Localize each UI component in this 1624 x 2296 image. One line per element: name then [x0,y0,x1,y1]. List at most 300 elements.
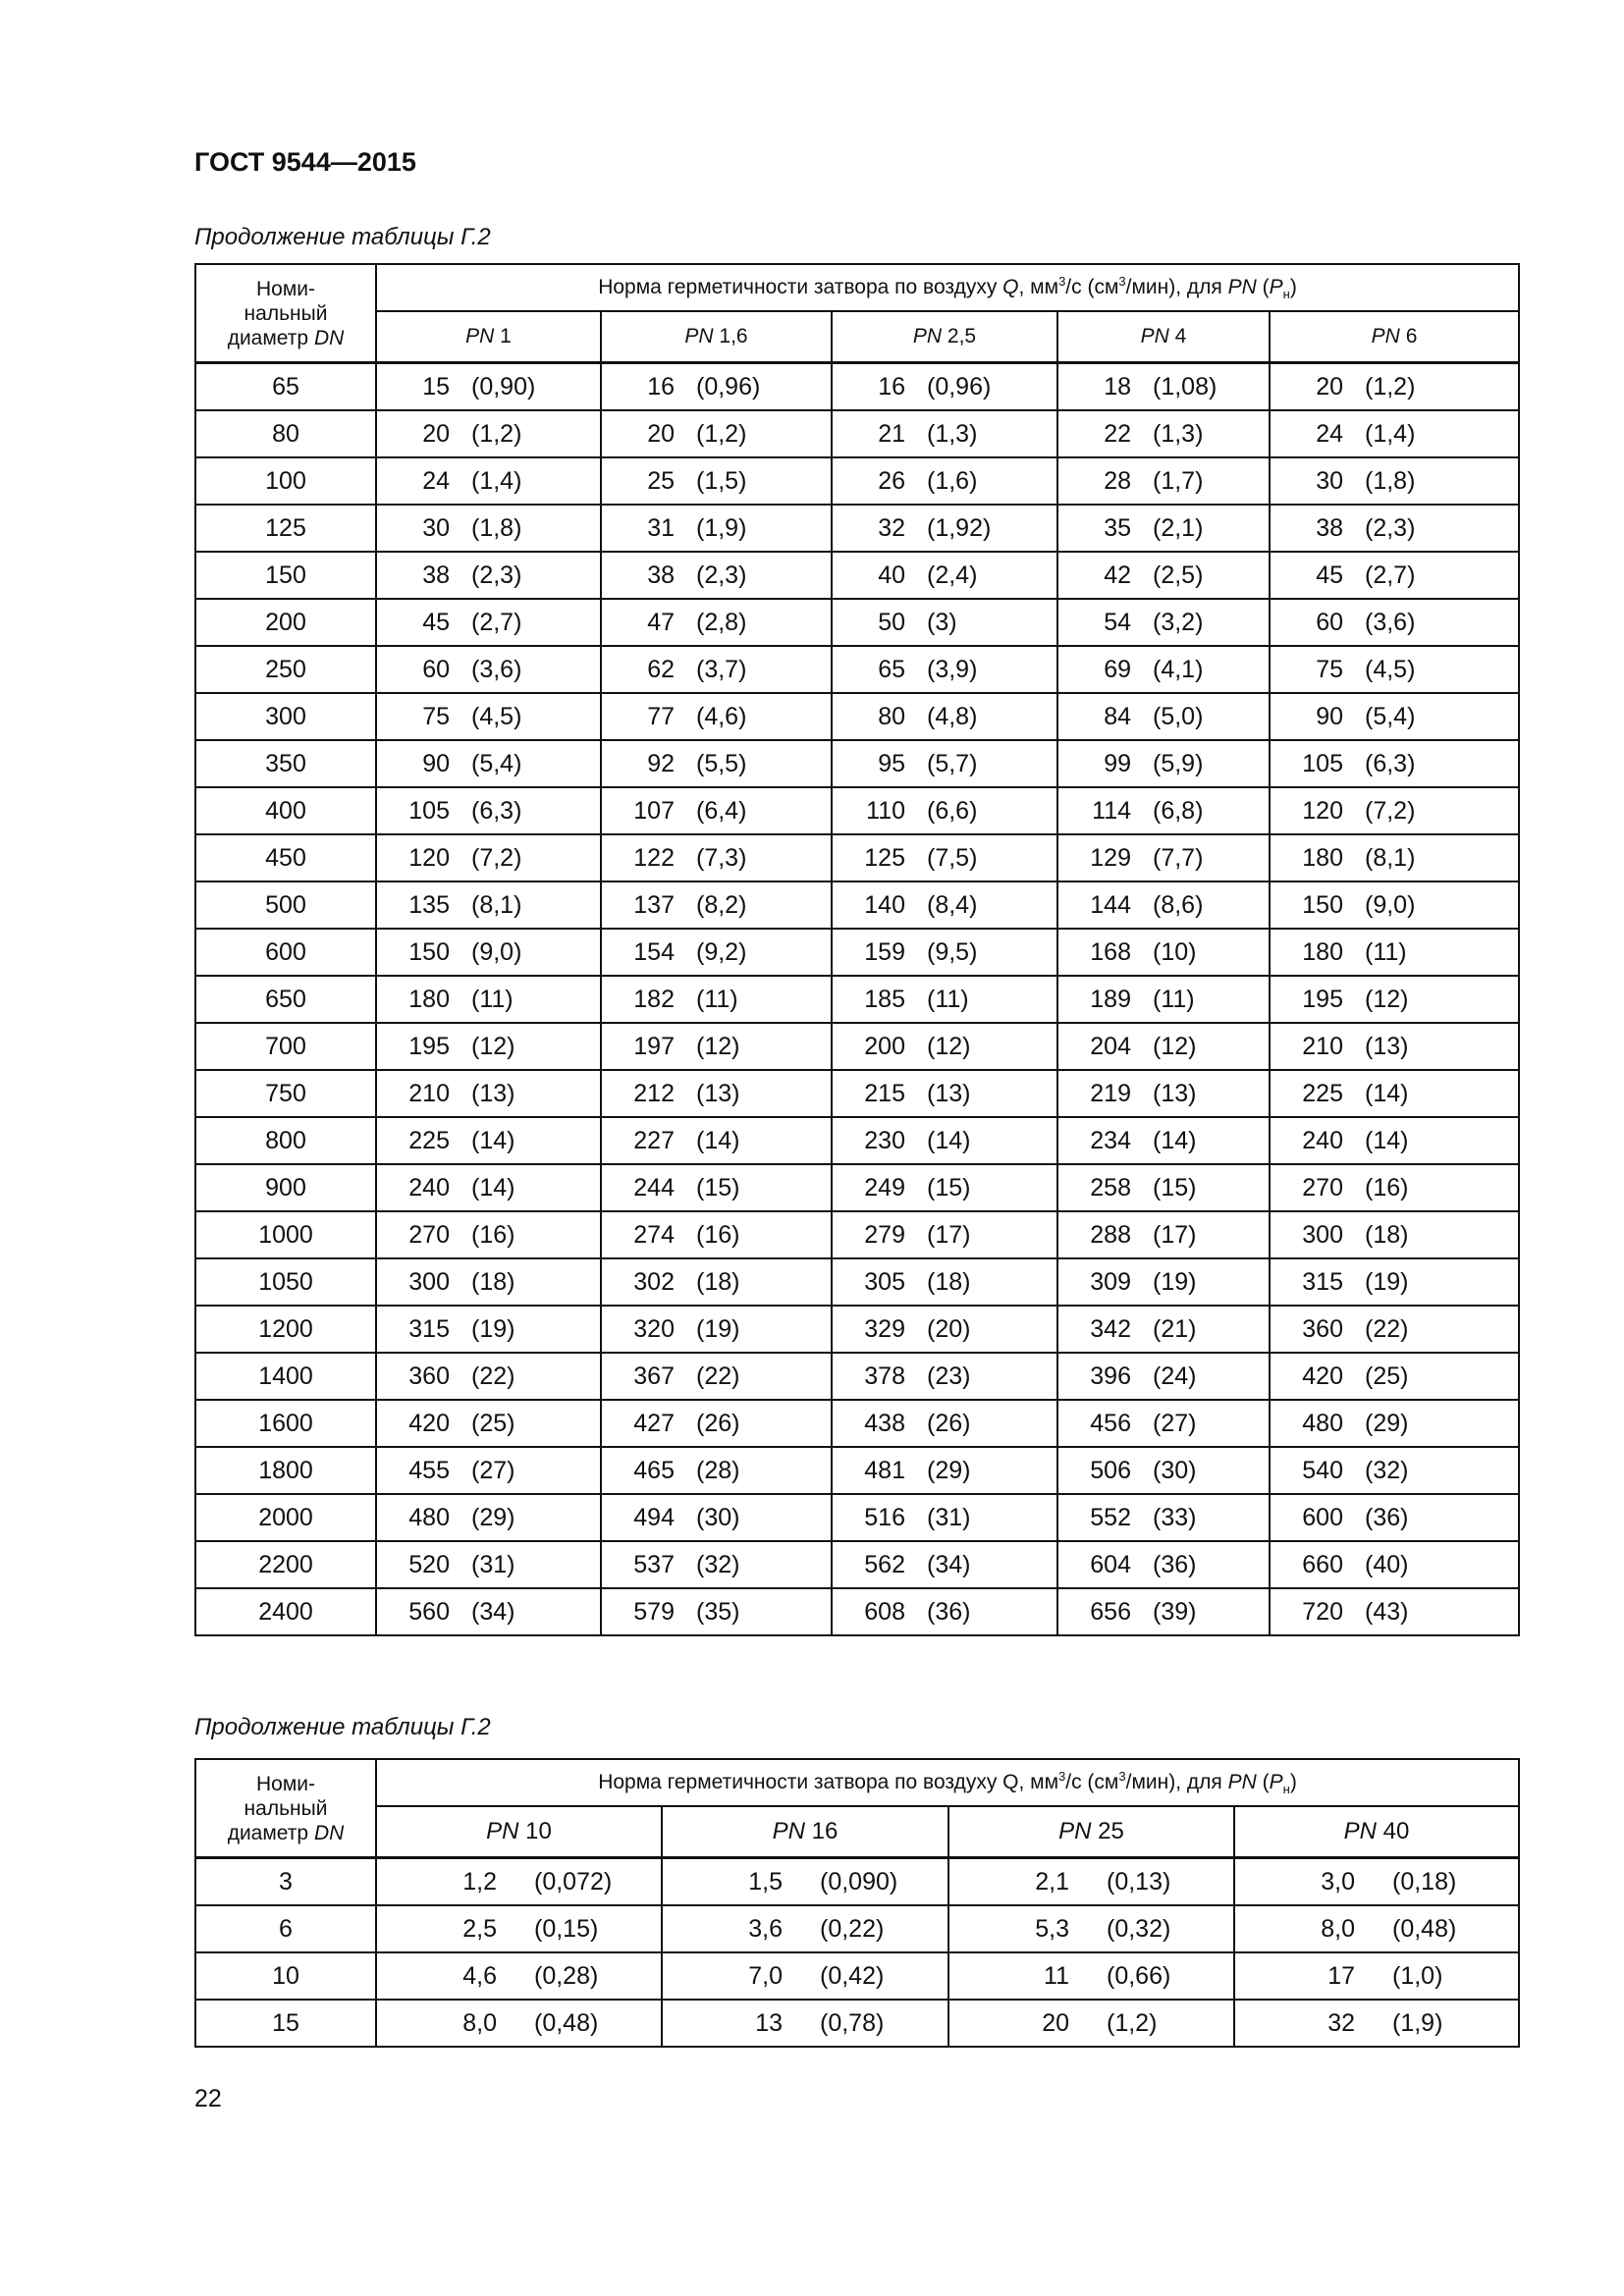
leakage-cell [376,1400,601,1447]
leakage-mm3s: 31 [647,513,675,542]
dn-cell: 900 [195,1164,376,1211]
leakage-mm3s: 180 [408,985,450,1013]
leakage-mm3s: 225 [1302,1079,1343,1107]
leakage-mm3s: 137 [633,890,675,919]
leakage-mm3s: 225 [408,1126,450,1154]
leakage-cell [832,552,1057,599]
leakage-cell [376,740,601,787]
leakage-cell [601,1117,832,1164]
leakage-cm3min: (9,2) [696,937,747,966]
leakage-cm3min: (14) [696,1126,740,1154]
leakage-mm3s: 182 [633,985,675,1013]
leakage-mm3s: 120 [408,843,450,872]
leakage-cell [1057,1306,1270,1353]
leakage-cell [832,1447,1057,1494]
leakage-cell [1057,976,1270,1023]
leakage-mm3s: 15 [422,372,450,400]
table-row [195,929,1519,976]
leakage-cell [1270,976,1519,1023]
leakage-mm3s: 77 [647,702,675,730]
dn-cell: 1600 [195,1400,376,1447]
leakage-cm3min: (28) [696,1456,740,1484]
table2 [194,1758,1520,2048]
leakage-cm3min: (14) [1365,1079,1409,1107]
leakage-mm3s: 244 [633,1173,675,1201]
leakage-cell [376,1858,662,1906]
leakage-cell [1234,1905,1519,1952]
leakage-cm3min: (30) [696,1503,740,1531]
leakage-cm3min: (4,8) [927,702,978,730]
leakage-cell [1057,646,1270,693]
dn-cell: 500 [195,881,376,929]
leakage-cell [1057,552,1270,599]
leakage-mm3s: 230 [864,1126,905,1154]
leakage-mm3s: 608 [864,1597,905,1626]
leakage-cm3min: (31) [927,1503,971,1531]
leakage-mm3s: 274 [633,1220,675,1249]
leakage-mm3s: 60 [422,655,450,683]
leakage-cm3min: (4,5) [471,702,522,730]
table-row [195,363,1519,411]
leakage-cell [1057,881,1270,929]
leakage-mm3s: 1,5 [748,1867,783,1896]
leakage-mm3s: 159 [864,937,905,966]
leakage-mm3s: 50 [878,608,905,636]
leakage-cell [1270,410,1519,457]
leakage-cell [601,1447,832,1494]
leakage-cell [832,740,1057,787]
leakage-cm3min: (0,42) [820,1961,885,1990]
dn-cell: 100 [195,457,376,505]
leakage-mm3s: 540 [1302,1456,1343,1484]
table1-caption: Продолжение таблицы Г.2 [194,224,491,250]
leakage-mm3s: 105 [408,796,450,825]
leakage-cm3min: (13) [1153,1079,1197,1107]
pn-column-header: PN 1,6 [601,311,832,363]
leakage-cm3min: (8,4) [927,890,978,919]
dn-cell: 1800 [195,1447,376,1494]
leakage-cell [376,1070,601,1117]
leakage-cell [376,929,601,976]
leakage-cm3min: (17) [927,1220,971,1249]
leakage-cell [832,1023,1057,1070]
leakage-cell [601,1306,832,1353]
leakage-mm3s: 2,5 [462,1914,497,1943]
leakage-mm3s: 125 [864,843,905,872]
leakage-cm3min: (12) [927,1032,971,1060]
leakage-cell [948,1905,1234,1952]
dn-cell: 800 [195,1117,376,1164]
leakage-cell [832,410,1057,457]
leakage-cm3min: (16) [696,1220,740,1249]
table-row [195,1023,1519,1070]
leakage-mm3s: 3,6 [748,1914,783,1943]
table-row [195,457,1519,505]
table-row [195,976,1519,1023]
leakage-cell [376,1952,662,2000]
leakage-cell [1270,363,1519,411]
leakage-cell [948,1952,1234,2000]
leakage-cell [601,1541,832,1588]
leakage-cm3min: (3) [927,608,957,636]
leakage-mm3s: 219 [1090,1079,1131,1107]
leakage-cm3min: (11) [696,985,738,1013]
leakage-cm3min: (36) [1365,1503,1409,1531]
leakage-cell [1057,1211,1270,1258]
leakage-cm3min: (1,2) [696,419,747,448]
leakage-cell [662,2000,948,2047]
leakage-mm3s: 18 [1104,372,1131,400]
leakage-mm3s: 180 [1302,937,1343,966]
leakage-cm3min: (12) [1153,1032,1197,1060]
leakage-mm3s: 32 [1327,2008,1355,2037]
leakage-mm3s: 720 [1302,1597,1343,1626]
leakage-cm3min: (2,1) [1153,513,1204,542]
leakage-mm3s: 3,0 [1321,1867,1355,1896]
leakage-cm3min: (36) [1153,1550,1197,1578]
leakage-mm3s: 300 [408,1267,450,1296]
leakage-mm3s: 212 [633,1079,675,1107]
leakage-cm3min: (40) [1365,1550,1409,1578]
leakage-cell [832,929,1057,976]
dn-cell: 700 [195,1023,376,1070]
leakage-cell [1057,834,1270,881]
leakage-cm3min: (0,96) [696,372,761,400]
leakage-cm3min: (5,4) [1365,702,1416,730]
leakage-cm3min: (2,3) [471,561,522,589]
leakage-cell [1270,457,1519,505]
leakage-cell [376,834,601,881]
leakage-cell [376,976,601,1023]
table-row [195,740,1519,787]
leakage-cm3min: (9,0) [471,937,522,966]
leakage-cell [601,599,832,646]
leakage-cell [1270,1070,1519,1117]
leakage-cm3min: (0,072) [534,1867,613,1896]
leakage-mm3s: 189 [1090,985,1131,1013]
leakage-cell [1270,1023,1519,1070]
leakage-cell [376,599,601,646]
leakage-cm3min: (7,5) [927,843,978,872]
leakage-mm3s: 210 [1302,1032,1343,1060]
leakage-cm3min: (17) [1153,1220,1197,1249]
leakage-mm3s: 54 [1104,608,1131,636]
leakage-cm3min: (0,18) [1392,1867,1457,1896]
leakage-cm3min: (1,5) [696,466,747,495]
leakage-cm3min: (5,4) [471,749,522,777]
leakage-mm3s: 120 [1302,796,1343,825]
pn-column-header: PN 16 [662,1806,948,1858]
leakage-mm3s: 35 [1104,513,1131,542]
dn-cell: 650 [195,976,376,1023]
leakage-cm3min: (3,9) [927,655,978,683]
leakage-mm3s: 24 [1316,419,1343,448]
leakage-cm3min: (1,3) [927,419,978,448]
leakage-cell [832,457,1057,505]
pn-column-header: PN 10 [376,1806,662,1858]
leakage-cell [832,834,1057,881]
leakage-cell [832,1306,1057,1353]
leakage-cm3min: (8,2) [696,890,747,919]
leakage-cm3min: (11) [1153,985,1195,1013]
leakage-cm3min: (29) [471,1503,515,1531]
leakage-cm3min: (0,90) [471,372,536,400]
leakage-cm3min: (2,3) [696,561,747,589]
leakage-mm3s: 215 [864,1079,905,1107]
leakage-cm3min: (22) [471,1362,515,1390]
leakage-cell [1057,410,1270,457]
leakage-cell [376,1541,601,1588]
leakage-cm3min: (1,3) [1153,419,1204,448]
leakage-cm3min: (15) [696,1173,740,1201]
dn-cell: 6 [195,1905,376,1952]
leakage-cm3min: (16) [1365,1173,1409,1201]
leakage-mm3s: 315 [408,1314,450,1343]
leakage-cm3min: (7,3) [696,843,747,872]
leakage-cm3min: (9,5) [927,937,978,966]
table2-caption: Продолжение таблицы Г.2 [194,1714,491,1740]
leakage-cell [1057,787,1270,834]
leakage-mm3s: 258 [1090,1173,1131,1201]
leakage-cm3min: (1,8) [1365,466,1416,495]
leakage-cell [1057,363,1270,411]
leakage-mm3s: 185 [864,985,905,1013]
leakage-cell [832,881,1057,929]
leakage-cm3min: (2,5) [1153,561,1204,589]
leakage-mm3s: 240 [1302,1126,1343,1154]
leakage-cell [832,1164,1057,1211]
leakage-mm3s: 8,0 [462,2008,497,2037]
leakage-cm3min: (7,7) [1153,843,1204,872]
table-row [195,1952,1519,2000]
dn-cell: 600 [195,929,376,976]
leakage-mm3s: 62 [647,655,675,683]
leakage-cell [1270,881,1519,929]
leakage-cell [1270,1447,1519,1494]
leakage-mm3s: 315 [1302,1267,1343,1296]
leakage-mm3s: 24 [422,466,450,495]
leakage-cm3min: (18) [471,1267,515,1296]
leakage-mm3s: 342 [1090,1314,1131,1343]
leakage-cell [376,552,601,599]
leakage-mm3s: 378 [864,1362,905,1390]
leakage-cell [1057,740,1270,787]
leakage-cm3min: (13) [1365,1032,1409,1060]
leakage-cell [376,363,601,411]
leakage-cm3min: (32) [1365,1456,1409,1484]
leakage-mm3s: 197 [633,1032,675,1060]
leakage-group-header: Норма герметичности затвора по воздуху Q, $мм^3/с$ $(см^3/мин)$, для PN $(P_н)$ [376,1759,1519,1806]
leakage-cell [601,740,832,787]
leakage-cm3min: (1,92) [927,513,992,542]
leakage-cell [832,693,1057,740]
leakage-mm3s: 8,0 [1321,1914,1355,1943]
leakage-cm3min: (6,4) [696,796,747,825]
leakage-cell [1057,1258,1270,1306]
leakage-mm3s: 520 [408,1550,450,1578]
leakage-cell [601,1258,832,1306]
pn-column-header: PN 1 [376,311,601,363]
table-row [195,1447,1519,1494]
table-row [195,2000,1519,2047]
leakage-cell [832,505,1057,552]
leakage-cell [1234,2000,1519,2047]
leakage-cm3min: (6,3) [471,796,522,825]
table-row [195,1541,1519,1588]
leakage-cm3min: (0,13) [1107,1867,1171,1896]
leakage-cm3min: (18) [1365,1220,1409,1249]
leakage-cell [1270,1541,1519,1588]
leakage-cell [1057,929,1270,976]
leakage-mm3s: 480 [1302,1409,1343,1437]
leakage-cell [1057,457,1270,505]
leakage-mm3s: 26 [878,466,905,495]
leakage-group-header: Норма герметичности затвора по воздуху Q, $мм^3/с$ $(см^3/мин)$, для PN $(P_н)$ [376,264,1519,311]
leakage-cell [1270,834,1519,881]
leakage-cm3min: (0,78) [820,2008,885,2037]
leakage-cell [601,1164,832,1211]
leakage-mm3s: 20 [422,419,450,448]
leakage-cell [601,410,832,457]
leakage-cell [376,1117,601,1164]
leakage-cell [376,787,601,834]
leakage-mm3s: 28 [1104,466,1131,495]
leakage-mm3s: 537 [633,1550,675,1578]
leakage-cm3min: (1,9) [1392,2008,1443,2037]
leakage-mm3s: 38 [422,561,450,589]
leakage-cm3min: (6,8) [1153,796,1204,825]
leakage-cm3min: (8,1) [471,890,522,919]
dn-cell: 1400 [195,1353,376,1400]
leakage-mm3s: 20 [647,419,675,448]
leakage-mm3s: 367 [633,1362,675,1390]
leakage-mm3s: 20 [1316,372,1343,400]
dn-cell: 15 [195,2000,376,2047]
leakage-cell [832,1400,1057,1447]
leakage-mm3s: 302 [633,1267,675,1296]
leakage-mm3s: 288 [1090,1220,1131,1249]
leakage-cell [1057,1541,1270,1588]
leakage-cell [1270,1353,1519,1400]
leakage-cm3min: (31) [471,1550,515,1578]
leakage-mm3s: 195 [1302,985,1343,1013]
leakage-cell [662,1858,948,1906]
dn-cell: 300 [195,693,376,740]
leakage-cm3min: (0,28) [534,1961,599,1990]
leakage-cm3min: (12) [471,1032,515,1060]
leakage-cell [1270,552,1519,599]
leakage-cm3min: (0,22) [820,1914,885,1943]
leakage-mm3s: 42 [1104,561,1131,589]
leakage-cell [376,1494,601,1541]
dn-cell: 750 [195,1070,376,1117]
table-row [195,505,1519,552]
leakage-mm3s: 90 [1316,702,1343,730]
leakage-mm3s: 30 [422,513,450,542]
leakage-mm3s: 154 [633,937,675,966]
leakage-cell [1057,1023,1270,1070]
leakage-cm3min: (1,4) [471,466,522,495]
leakage-cell [601,787,832,834]
leakage-cm3min: (14) [1153,1126,1197,1154]
leakage-mm3s: 420 [408,1409,450,1437]
leakage-mm3s: 427 [633,1409,675,1437]
leakage-mm3s: 7,0 [748,1961,783,1990]
dn-column-header: Номи- нальный диаметр DN [195,264,376,363]
leakage-cm3min: (13) [471,1079,515,1107]
leakage-mm3s: 560 [408,1597,450,1626]
leakage-cell [601,1400,832,1447]
leakage-mm3s: 270 [408,1220,450,1249]
leakage-cell [601,1211,832,1258]
leakage-cm3min: (14) [1365,1126,1409,1154]
leakage-cell [1057,1400,1270,1447]
pn-column-header: PN 4 [1057,311,1270,363]
table-row [195,1905,1519,1952]
leakage-cell [832,1117,1057,1164]
leakage-cm3min: (2,4) [927,561,978,589]
leakage-cm3min: (6,6) [927,796,978,825]
leakage-cm3min: (1,2) [1107,2008,1158,2037]
dn-cell: 65 [195,363,376,411]
leakage-cm3min: (4,1) [1153,655,1204,683]
leakage-mm3s: 494 [633,1503,675,1531]
leakage-mm3s: 180 [1302,843,1343,872]
table-row [195,1400,1519,1447]
leakage-cm3min: (22) [1365,1314,1409,1343]
leakage-cell [376,1905,662,1952]
leakage-cell [1270,1117,1519,1164]
leakage-mm3s: 13 [755,2008,783,2037]
pn-column-header: PN 6 [1270,311,1519,363]
leakage-mm3s: 69 [1104,655,1131,683]
leakage-mm3s: 25 [647,466,675,495]
leakage-cm3min: (8,6) [1153,890,1204,919]
leakage-mm3s: 65 [878,655,905,683]
leakage-mm3s: 144 [1090,890,1131,919]
table-row [195,1353,1519,1400]
leakage-mm3s: 309 [1090,1267,1131,1296]
dn-cell: 200 [195,599,376,646]
leakage-cm3min: (3,2) [1153,608,1204,636]
leakage-cell [662,1952,948,2000]
leakage-mm3s: 105 [1302,749,1343,777]
leakage-cm3min: (30) [1153,1456,1197,1484]
leakage-cell [601,1353,832,1400]
leakage-cell [1270,1494,1519,1541]
leakage-cm3min: (27) [471,1456,515,1484]
leakage-cell [601,1070,832,1117]
leakage-cell [832,599,1057,646]
leakage-cell [601,693,832,740]
leakage-cell [601,834,832,881]
leakage-cell [1057,1447,1270,1494]
leakage-mm3s: 75 [422,702,450,730]
leakage-cell [832,363,1057,411]
leakage-mm3s: 84 [1104,702,1131,730]
leakage-mm3s: 300 [1302,1220,1343,1249]
leakage-cell [376,1306,601,1353]
table-row [195,834,1519,881]
document-header: ГОСТ 9544—2015 [194,147,416,177]
table-row [195,552,1519,599]
leakage-cell [1270,1588,1519,1635]
leakage-cm3min: (2,7) [471,608,522,636]
leakage-mm3s: 75 [1316,655,1343,683]
leakage-cm3min: (23) [927,1362,971,1390]
leakage-mm3s: 660 [1302,1550,1343,1578]
leakage-mm3s: 579 [633,1597,675,1626]
